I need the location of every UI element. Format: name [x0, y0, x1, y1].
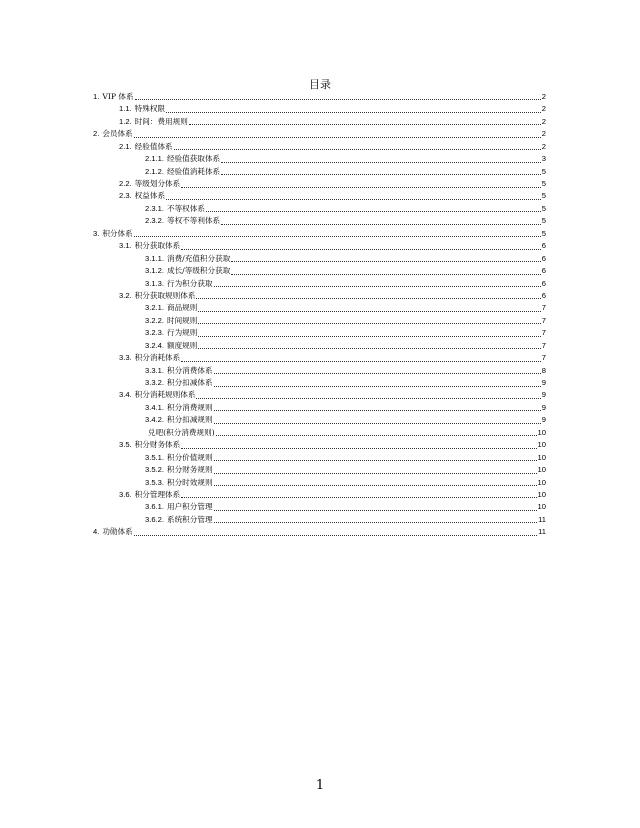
toc-entry[interactable]	[93, 402, 546, 414]
toc-title: 目录	[309, 78, 331, 91]
toc-entry-number: 1.	[93, 91, 100, 101]
dot-leader	[214, 485, 537, 486]
toc-entry-number: 3.1.	[119, 241, 132, 251]
dot-leader	[214, 386, 541, 387]
toc-entry-number: 3.4.	[119, 390, 132, 400]
toc-entry-page: 8	[541, 365, 546, 375]
toc-entry[interactable]	[93, 240, 546, 252]
toc-entry[interactable]	[93, 153, 546, 165]
dot-leader	[198, 336, 540, 337]
dot-leader	[214, 522, 538, 523]
toc-entry-number: 3.4.1.	[145, 402, 164, 412]
toc-entry-page: 5	[541, 228, 546, 238]
toc-entry-page: 10	[537, 502, 546, 512]
toc-entry-page: 6	[541, 266, 546, 276]
toc-entry-number: 2.3.1.	[145, 203, 164, 213]
toc-entry-number: 3.5.1.	[145, 452, 164, 462]
toc-entry-text: 积分扣减体系	[167, 378, 213, 388]
toc-entry-page: 5	[541, 166, 546, 176]
toc-entry-number: 2.1.2.	[145, 166, 164, 176]
toc-entry-number: 3.3.	[119, 353, 132, 363]
toc-entry-page: 6	[541, 290, 546, 300]
dot-leader	[181, 448, 536, 449]
toc-entry[interactable]	[93, 427, 546, 439]
toc-entry-page: 3	[541, 154, 546, 164]
toc-entry[interactable]	[93, 265, 546, 277]
toc-entry-number: 3.2.1.	[145, 303, 164, 313]
toc-entry-page: 10	[537, 452, 546, 462]
toc-entry-text: 系统积分管理	[167, 514, 213, 524]
dot-leader	[206, 211, 541, 212]
toc-entry-page: 7	[541, 303, 546, 313]
toc-entry-text: 积分价值规则	[167, 452, 213, 462]
toc-entry-text: 等权不等利体系	[167, 216, 221, 226]
toc-entry-number: 1.1.	[119, 104, 132, 114]
toc-entry-number: 3.	[93, 228, 100, 238]
toc-entry-number: 2.1.	[119, 141, 132, 151]
dot-leader	[174, 149, 541, 150]
toc-entry-number: 2.3.	[119, 191, 132, 201]
toc-entry-number: 1.2.	[119, 116, 132, 126]
toc-entry-number: 3.2.4.	[145, 340, 164, 350]
toc-entry-number: 4.	[93, 527, 100, 537]
page-number: 1	[315, 778, 325, 793]
toc-entry-text: 会员体系	[102, 129, 133, 139]
dot-leader	[181, 249, 541, 250]
toc-entry-text: 行为规则	[167, 328, 198, 338]
dot-leader	[214, 410, 541, 411]
toc-entry[interactable]	[93, 128, 546, 140]
toc-entry[interactable]	[93, 315, 546, 327]
dot-leader	[166, 199, 541, 200]
toc-entry-text: 积分体系	[102, 228, 133, 238]
toc-entry-text: 特殊权限	[134, 104, 166, 114]
toc-entry[interactable]	[93, 414, 546, 426]
toc-entry[interactable]	[93, 215, 546, 227]
toc-entry[interactable]	[93, 352, 546, 364]
dot-leader	[221, 224, 541, 225]
dot-leader	[166, 112, 541, 113]
toc-entry-page: 11	[538, 514, 546, 524]
toc-entry-text: 兑吧(积分消费规则)	[148, 427, 215, 437]
toc-entry-text: VIP 体系	[102, 91, 134, 101]
table-of-contents	[93, 91, 546, 539]
toc-entry-text: 成长/等级积分获取	[167, 266, 231, 276]
toc-entry-number: 3.1.1.	[145, 253, 164, 263]
toc-entry[interactable]	[93, 464, 546, 476]
toc-entry[interactable]	[93, 278, 546, 290]
toc-entry[interactable]	[93, 290, 546, 302]
toc-entry-text: 功勋体系	[102, 527, 133, 537]
toc-entry[interactable]	[93, 377, 546, 389]
dot-leader	[221, 174, 541, 175]
toc-entry-number: 3.2.2.	[145, 315, 164, 325]
dot-leader	[134, 137, 541, 138]
toc-entry-text: 权益体系	[134, 191, 166, 201]
toc-entry-number: 3.1.2.	[145, 266, 164, 276]
toc-entry-page: 7	[541, 315, 546, 325]
toc-entry-number: 3.6.1.	[145, 502, 164, 512]
toc-entry-number: 2.2.	[119, 179, 132, 189]
toc-entry-text: 积分消费规则	[167, 402, 213, 412]
toc-entry-text: 积分管理体系	[134, 489, 181, 499]
toc-entry[interactable]	[93, 501, 546, 513]
toc-entry-text: 积分财务体系	[134, 440, 181, 450]
toc-entry[interactable]	[93, 489, 546, 501]
toc-entry[interactable]	[93, 203, 546, 215]
toc-entry[interactable]	[93, 365, 546, 377]
toc-entry-text: 积分时效规则	[167, 477, 213, 487]
toc-entry-text: 积分消耗规则体系	[134, 390, 196, 400]
toc-entry-page: 10	[537, 465, 546, 475]
toc-entry-number: 3.4.2.	[145, 415, 164, 425]
toc-entry-text: 行为积分获取	[167, 278, 213, 288]
dot-leader	[181, 361, 541, 362]
dot-leader	[198, 348, 540, 349]
dot-leader	[196, 398, 540, 399]
toc-entry-page: 5	[541, 216, 546, 226]
toc-entry[interactable]	[93, 526, 546, 538]
toc-entry-page: 10	[537, 477, 546, 487]
toc-entry-text: 用户积分管理	[167, 502, 213, 512]
toc-entry-page: 6	[541, 241, 546, 251]
toc-entry[interactable]	[93, 452, 546, 464]
toc-entry-page: 7	[541, 328, 546, 338]
toc-entry[interactable]	[93, 302, 546, 314]
toc-entry-text: 等级划分体系	[134, 179, 181, 189]
dot-leader	[198, 311, 540, 312]
dot-leader	[214, 423, 541, 424]
toc-entry[interactable]	[93, 191, 546, 203]
toc-entry-text: 积分扣减规则	[167, 415, 213, 425]
toc-entry-number: 2.3.2.	[145, 216, 164, 226]
toc-entry-text: 经验值获取体系	[167, 154, 221, 164]
toc-entry[interactable]	[93, 340, 546, 352]
dot-leader	[214, 373, 541, 374]
toc-entry[interactable]	[93, 141, 546, 153]
toc-entry-number: 3.6.2.	[145, 514, 164, 524]
toc-entry[interactable]	[93, 390, 546, 402]
toc-entry[interactable]	[93, 514, 546, 526]
toc-entry[interactable]	[93, 477, 546, 489]
dot-leader	[196, 298, 540, 299]
toc-entry-page: 2	[541, 141, 546, 151]
toc-entry-number: 3.6.	[119, 489, 132, 499]
dot-leader	[181, 187, 541, 188]
dot-leader	[214, 460, 537, 461]
toc-entry-number: 3.2.3.	[145, 328, 164, 338]
toc-entry-number: 3.5.2.	[145, 465, 164, 475]
toc-entry-page: 10	[537, 440, 546, 450]
toc-entry-number: 3.2.	[119, 290, 132, 300]
toc-entry-number: 3.1.3.	[145, 278, 164, 288]
toc-entry-page: 5	[541, 179, 546, 189]
toc-entry[interactable]	[93, 439, 546, 451]
toc-entry-text: 不等权体系	[167, 203, 205, 213]
toc-entry-page: 9	[541, 390, 546, 400]
toc-entry-text: 积分获取体系	[134, 241, 181, 251]
toc-entry-text: 经验值消耗体系	[167, 166, 221, 176]
toc-entry[interactable]	[93, 103, 546, 115]
toc-entry[interactable]	[93, 228, 546, 240]
toc-entry[interactable]	[93, 178, 546, 190]
dot-leader	[214, 473, 537, 474]
dot-leader	[181, 497, 536, 498]
dot-leader	[135, 99, 541, 100]
dot-leader	[231, 274, 540, 275]
toc-entry-page: 2	[541, 116, 546, 126]
toc-entry-page: 2	[541, 104, 546, 114]
toc-entry-text: 额度规则	[167, 340, 198, 350]
dot-leader	[214, 510, 537, 511]
toc-entry-text: 时间规则	[167, 315, 198, 325]
dot-leader	[198, 323, 540, 324]
toc-entry-page: 2	[541, 91, 546, 101]
dot-leader	[189, 124, 541, 125]
dot-leader	[134, 236, 541, 237]
dot-leader	[216, 435, 537, 436]
toc-entry-page: 10	[537, 427, 546, 437]
toc-entry-page: 9	[541, 415, 546, 425]
toc-entry-number: 3.3.2.	[145, 378, 164, 388]
toc-entry-text: 商品规则	[167, 303, 198, 313]
toc-entry-number: 3.5.	[119, 440, 132, 450]
toc-entry-text: 积分获取规则体系	[134, 290, 196, 300]
toc-entry-page: 6	[541, 278, 546, 288]
dot-leader	[134, 535, 537, 536]
toc-entry-page: 5	[541, 191, 546, 201]
toc-entry-page: 9	[541, 378, 546, 388]
toc-entry-text: 经验值体系	[134, 141, 173, 151]
toc-entry-text: 积分消费体系	[167, 365, 213, 375]
toc-entry-page: 9	[541, 402, 546, 412]
toc-entry-page: 7	[541, 353, 546, 363]
toc-entry[interactable]	[93, 116, 546, 128]
dot-leader	[221, 162, 541, 163]
toc-entry-page: 6	[541, 253, 546, 263]
toc-entry-page: 10	[537, 489, 546, 499]
toc-entry-text: 积分消耗体系	[134, 353, 181, 363]
toc-entry[interactable]	[93, 91, 546, 103]
toc-entry-page: 7	[541, 340, 546, 350]
toc-entry-page: 2	[541, 129, 546, 139]
toc-entry-number: 3.3.1.	[145, 365, 164, 375]
toc-entry-text: 消费/充值积分获取	[167, 253, 231, 263]
toc-entry-number: 3.5.3.	[145, 477, 164, 487]
toc-entry-page: 11	[538, 527, 546, 537]
toc-entry-number: 2.	[93, 129, 100, 139]
toc-entry-number: 2.1.1.	[145, 154, 164, 164]
toc-entry[interactable]	[93, 166, 546, 178]
dot-leader	[214, 286, 541, 287]
toc-entry-page: 5	[541, 203, 546, 213]
dot-leader	[231, 261, 540, 262]
toc-entry[interactable]	[93, 327, 546, 339]
toc-entry[interactable]	[93, 253, 546, 265]
toc-entry-text: 时间：费用规则	[134, 116, 188, 126]
toc-entry-text: 积分财务规则	[167, 465, 213, 475]
